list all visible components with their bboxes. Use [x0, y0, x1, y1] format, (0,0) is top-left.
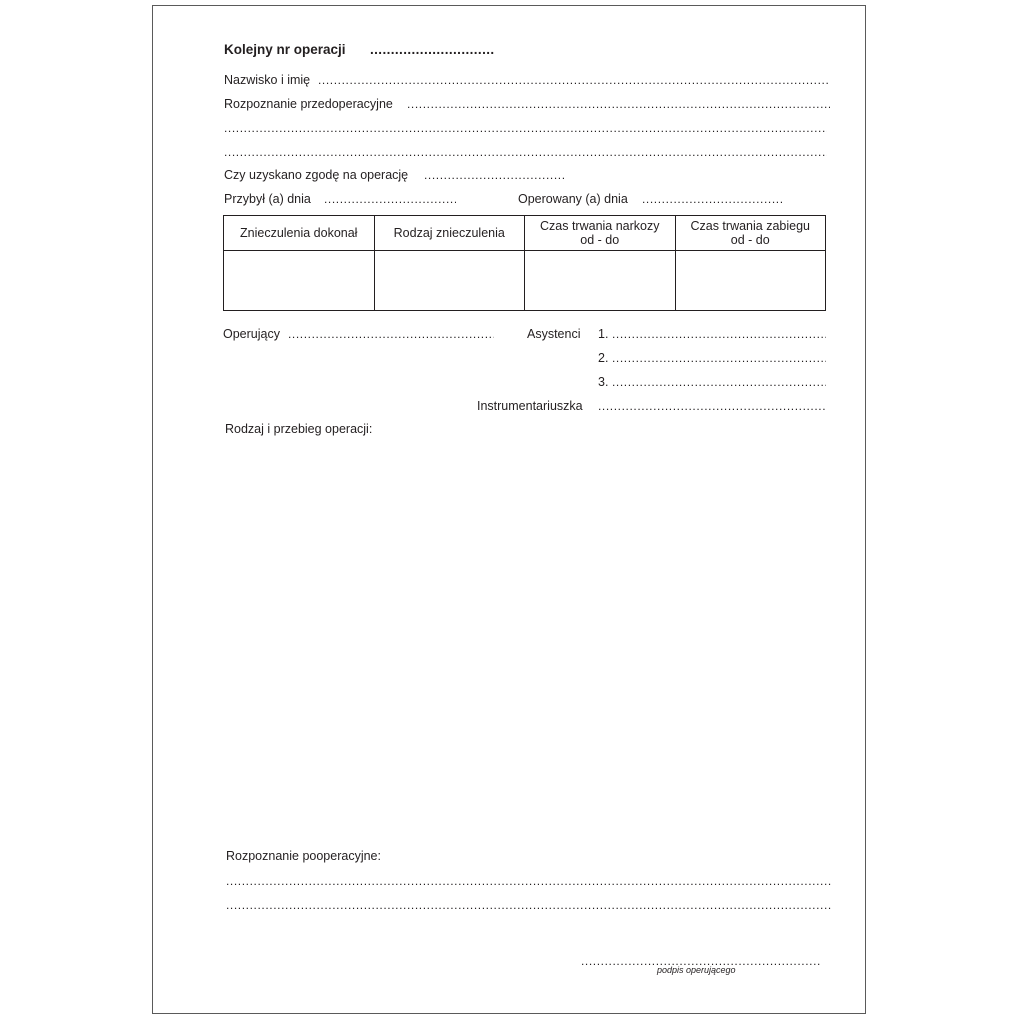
assistant-2-field[interactable]: [612, 351, 826, 366]
patient-name-label: Nazwisko i imię: [224, 73, 311, 87]
procedure-description-area[interactable]: [225, 442, 829, 837]
postop-diagnosis-label: Rozpoznanie pooperacyjne:: [226, 849, 381, 863]
preop-diagnosis-field[interactable]: [407, 97, 830, 112]
anesthetist-header: Znieczulenia dokonał: [224, 216, 375, 251]
anesthesia-type-cell[interactable]: [374, 251, 525, 311]
anesthesia-duration-cell[interactable]: [525, 251, 676, 311]
postop-diagnosis-line-2[interactable]: [226, 898, 832, 913]
assistant-1-field[interactable]: [612, 327, 826, 342]
assistants-label: Asystenci: [527, 327, 581, 341]
preop-diagnosis-label: Rozpoznanie przedoperacyjne: [224, 97, 393, 111]
operated-date-label: Operowany (a) dnia: [518, 192, 628, 206]
operated-date-field[interactable]: [642, 192, 782, 207]
admitted-date-field[interactable]: [324, 192, 456, 207]
procedure-description-label: Rodzaj i przebieg operacji:: [225, 422, 373, 436]
admitted-date-label: Przybył (a) dnia: [224, 192, 311, 206]
anesthesia-type-header: Rodzaj znieczulenia: [374, 216, 525, 251]
anesthesia-table-header-row: [224, 216, 826, 251]
procedure-duration-cell[interactable]: [675, 251, 826, 311]
anesthesia-duration-header: Czas trwania narkozy od - do: [525, 216, 676, 251]
preop-diagnosis-line-2[interactable]: [224, 121, 827, 136]
postop-diagnosis-line-1[interactable]: [226, 874, 832, 889]
scrub-nurse-label: Instrumentariuszka: [477, 399, 583, 413]
signature-label: podpis operującego: [657, 965, 736, 975]
patient-name-field[interactable]: [318, 73, 830, 88]
assistant-2-number: 2.: [598, 351, 609, 365]
procedure-duration-header: Czas trwania zabiegu od - do: [675, 216, 826, 251]
assistant-3-field[interactable]: [612, 375, 826, 390]
anesthesia-table-entry-row: [224, 251, 826, 311]
assistant-1-number: 1.: [598, 327, 609, 341]
surgeon-label: Operujący: [223, 327, 280, 341]
consent-label: Czy uzyskano zgodę na operację: [224, 168, 409, 182]
consent-field[interactable]: [424, 168, 566, 183]
form-title: Kolejny nr operacji: [224, 42, 346, 57]
anesthesia-table: [223, 215, 826, 311]
scrub-nurse-field[interactable]: [598, 399, 826, 414]
surgeon-field[interactable]: [288, 327, 494, 342]
assistant-3-number: 3.: [598, 375, 609, 389]
preop-diagnosis-line-3[interactable]: [224, 145, 827, 160]
operation-number-field[interactable]: ..............................: [370, 42, 495, 57]
anesthetist-cell[interactable]: [224, 251, 375, 311]
